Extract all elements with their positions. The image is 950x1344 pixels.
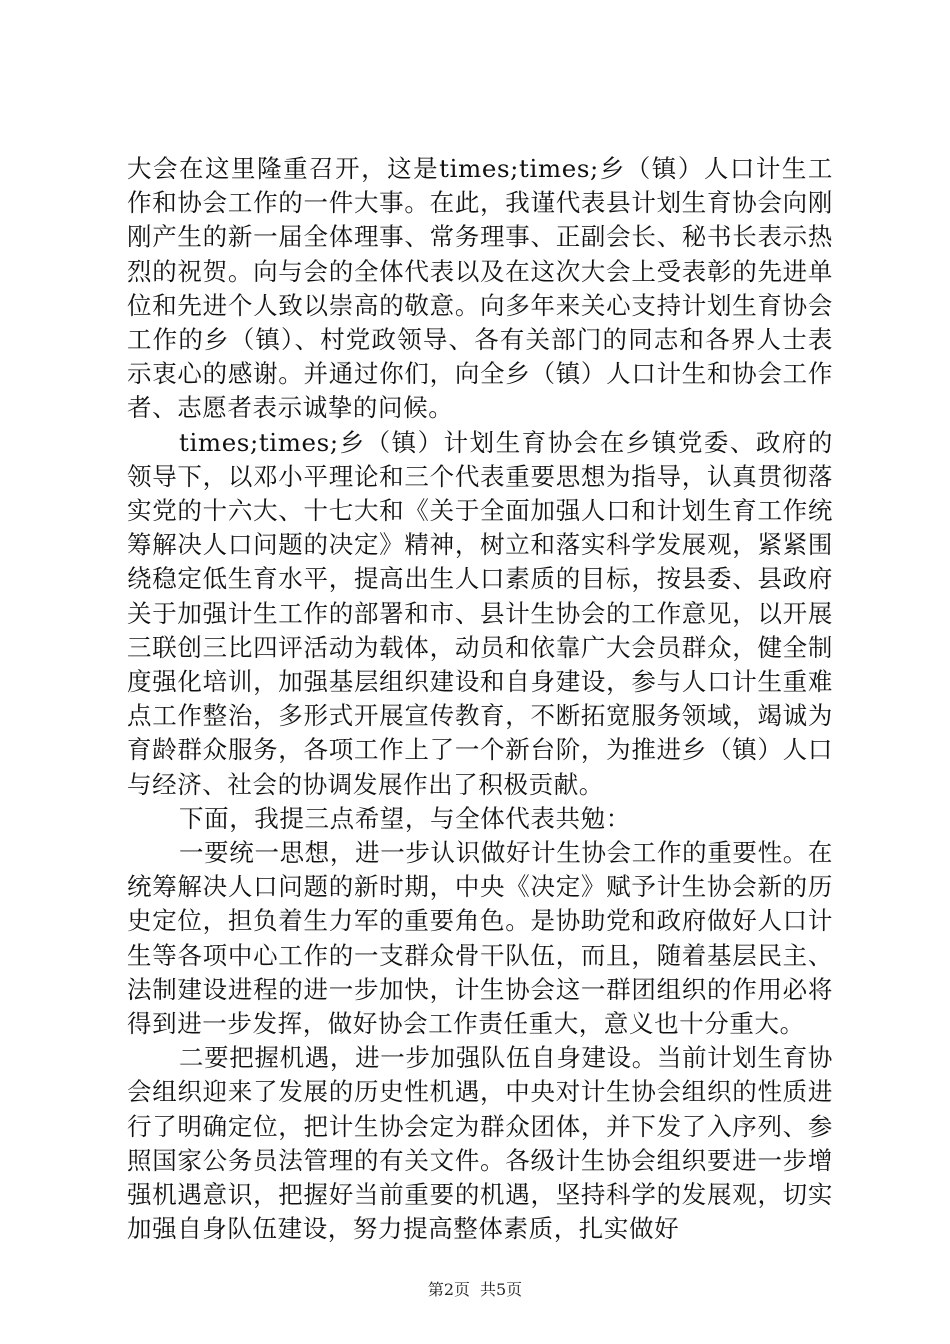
paragraph-3: 下面，我提三点希望，与全体代表共勉： [179, 803, 631, 833]
paragraph-1: 大会在这里隆重召开，这是times;times;乡（镇）人口计生工作和协会工作的一件大事。在此，我谨代表县计划生育协会向刚刚产生的新一届全体理事、常务理事、正副会长、秘书长表示热烈的祝贺。向与会的全体代表以及在这次大会上受表彰的先进单位和先进个人致以崇高的敬意。向多年来关心支持计划生育协会工作的乡（镇）、村党政领导、各有关部门的同志和各界人士表示衷心的感谢。并通过你们，向全乡（镇）人口计生和协会工作者、志愿者表示诚挚的问候。 [127, 154, 833, 423]
paragraph-4: 一要统一思想，进一步认识做好计生协会工作的重要性。在统筹解决人口问题的新时期，中央《决定》赋予计生协会新的历史定位，担负着生力军的重要角色。是协助党和政府做好人口计生等各项中心工作的一支群众骨干队伍，而且，随着基层民主、法制建设进程的进一步加快，计生协会这一群团组织的作用必将得到进一步发挥，做好协会工作责任重大，意义也十分重大。 [127, 838, 833, 1039]
page-number: 第2页 [427, 1280, 470, 1299]
document-body [127, 152, 833, 1247]
page-footer [0, 1277, 950, 1300]
page-total: 共5页 [480, 1280, 523, 1299]
paragraph-5: 二要把握机遇，进一步加强队伍自身建设。当前计划生育协会组织迎来了发展的历史性机遇，中央对计生协会组织的性质进行了明确定位，把计生协会定为群众团体，并下发了入序列、参照国家公务员法管理的有关文件。各级计生协会组织要进一步增强机遇意识，把握好当前重要的机遇，坚持科学的发展观，切实加强自身队伍建设，努力提高整体素质，扎实做好 [127, 1043, 833, 1244]
paragraph-2: times;times;乡（镇）计划生育协会在乡镇党委、政府的领导下，以邓小平理论和三个代表重要思想为指导，认真贯彻落实党的十六大、十七大和《关于全面加强人口和计划生育工作统筹解决人口问题的决定》精神，树立和落实科学发展观，紧紧围绕稳定低生育水平，提高出生人口素质的目标，按县委、县政府关于加强计生工作的部署和市、县计生协会的工作意见，以开展三联创三比四评活动为载体，动员和依靠广大会员群众，健全制度强化培训，加强基层组织建设和自身建设，参与人口计生重难点工作整治，多形式开展宣传教育，不断拓宽服务领域，竭诚为育龄群众服务，各项工作上了一个新台阶，为推进乡（镇）人口与经济、社会的协调发展作出了积极贡献。 [127, 427, 833, 799]
